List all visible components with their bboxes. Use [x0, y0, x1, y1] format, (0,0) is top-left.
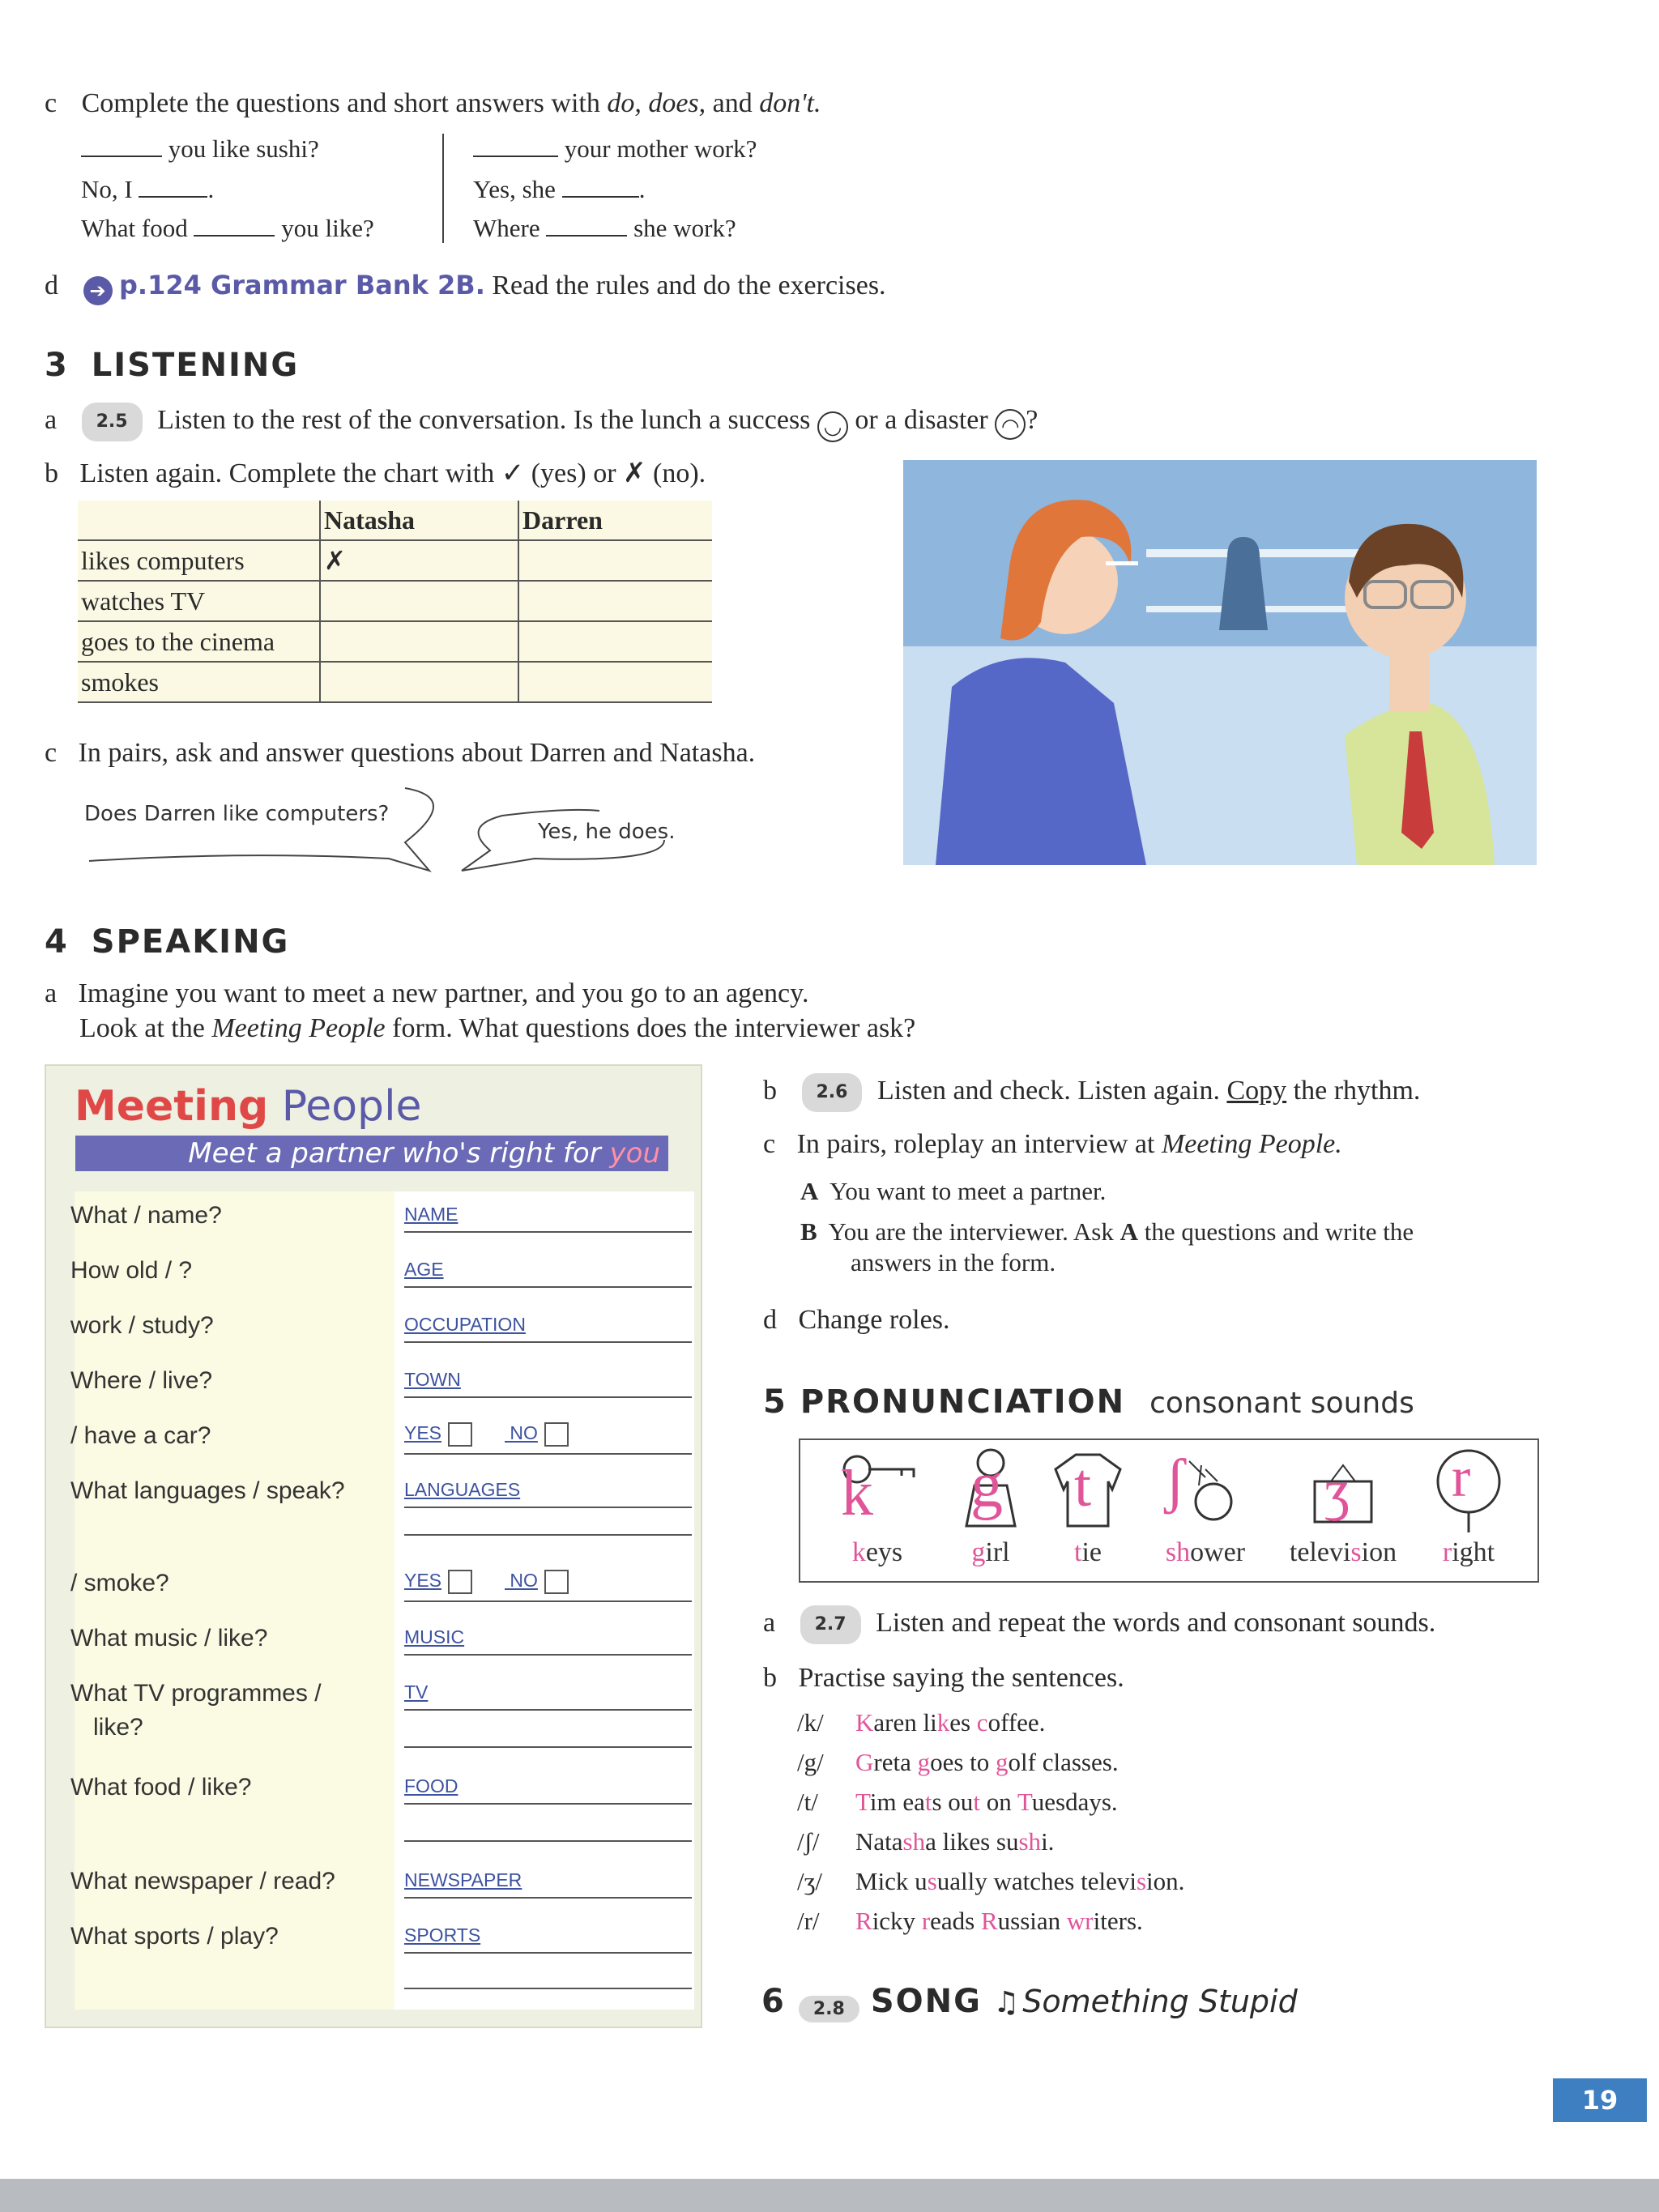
pronunciation-b-line: b Practise saying the sentences.	[763, 1663, 1124, 1693]
sentence-text: a likes su	[925, 1827, 1019, 1856]
exercise-letter: b	[763, 1663, 777, 1693]
answer-blank[interactable]	[81, 156, 162, 157]
girl-icon: g	[954, 1445, 1027, 1534]
section-heading-speaking: 4 SPEAKING	[45, 923, 290, 961]
form-extra-line[interactable]	[404, 1746, 692, 1748]
chart-row: smokes	[78, 662, 712, 702]
form-subtitle-banner: Meet a partner who's right for you	[75, 1136, 668, 1171]
grammar-c-instruction: c Complete the questions and short answers with do, does, and don't.	[45, 88, 821, 118]
exercise-letter: a	[45, 404, 58, 435]
answer-blank[interactable]	[562, 196, 639, 198]
highlighted-sound: t	[924, 1788, 932, 1816]
ipa-symbol: /ʃ/	[797, 1827, 820, 1856]
sentence-text: s ou	[932, 1788, 974, 1816]
sentence-text: Mick u	[855, 1867, 928, 1895]
form-field-sports[interactable]: SPORTS	[404, 1924, 692, 1954]
exercise-letter: b	[763, 1075, 777, 1106]
highlighted-sound: s	[1136, 1867, 1147, 1895]
exercise-letter: d	[45, 271, 58, 300]
form-field-age[interactable]: AGE	[404, 1259, 692, 1288]
form-field-music[interactable]: MUSIC	[404, 1626, 692, 1656]
highlighted-sound: sh	[1018, 1827, 1042, 1856]
sentence-text: iters.	[1093, 1907, 1143, 1935]
highlighted-sound: R	[855, 1907, 872, 1935]
highlighted-sound: g	[996, 1748, 1009, 1776]
practice-sentence	[797, 1866, 1526, 1906]
sentence-text: oes to	[930, 1748, 996, 1776]
form-field-languages[interactable]: LANGUAGES	[404, 1479, 692, 1508]
form-field-occupation[interactable]: OCCUPATION	[404, 1314, 692, 1343]
practice-sentence	[797, 1826, 1526, 1866]
highlighted-sound: T	[1017, 1788, 1032, 1816]
form-field-newspaper[interactable]: NEWSPAPER	[404, 1869, 692, 1899]
listening-b-line: b Listen again. Complete the chart with ✓ (yes) or ✗ (no).	[45, 458, 706, 488]
section-heading-pronunciation: 5 PRONUNCIATION consonant sounds	[763, 1383, 1414, 1421]
chart-cell-natasha[interactable]	[320, 662, 518, 702]
form-title: Meeting People	[75, 1082, 422, 1131]
sentence-text: uesdays.	[1031, 1788, 1118, 1816]
yes-checkbox[interactable]	[448, 1570, 472, 1594]
form-question: What food / like?	[70, 1774, 252, 1801]
form-field-food[interactable]: FOOD	[404, 1775, 692, 1805]
highlighted-sound: G	[855, 1748, 874, 1776]
ipa-symbol: /r/	[797, 1907, 820, 1935]
speaking-c-role-a: A You want to meet a partner.	[800, 1177, 1107, 1205]
form-question: How old / ?	[70, 1257, 193, 1284]
highlighted-sound: K	[855, 1708, 874, 1737]
chart-row: goes to the cinema	[78, 621, 712, 662]
highlighted-sound: s	[927, 1867, 937, 1895]
scan-edge	[0, 2179, 1659, 2212]
listening-chart	[78, 501, 712, 703]
form-question: What languages / speak?	[70, 1477, 345, 1504]
highlighted-sound: T	[855, 1788, 870, 1816]
chart-cell-natasha[interactable]	[320, 621, 518, 662]
exercise-letter: a	[45, 978, 58, 1008]
chart-cell-darren[interactable]	[518, 581, 712, 621]
form-question: What sports / play?	[70, 1923, 279, 1950]
chart-cell-natasha[interactable]: ✗	[320, 540, 518, 581]
audio-track-badge[interactable]: 2.8	[799, 1996, 859, 2022]
audio-track-badge[interactable]: 2.7	[800, 1605, 861, 1644]
speaking-d-line: d Change roles.	[763, 1305, 950, 1335]
chart-row: watches TV	[78, 581, 712, 621]
speaking-c-role-b: B You are the interviewer. Ask A the questions and write the	[800, 1217, 1414, 1246]
form-question: work / study?	[70, 1312, 214, 1339]
grammar-left-line-1: you like sushi?	[81, 134, 319, 164]
music-note-icon: ♫	[992, 1986, 1020, 2019]
exercise-letter: a	[763, 1607, 776, 1638]
sound-word-girl: girl	[971, 1537, 1010, 1567]
form-field-car: YES NO	[404, 1422, 692, 1455]
highlighted-sound: R	[980, 1907, 998, 1935]
sentence-text: ually watches televi	[936, 1867, 1137, 1895]
practice-sentence	[797, 1906, 1526, 1946]
form-field-name[interactable]: NAME	[404, 1204, 692, 1233]
speech-bubble-answer: Yes, he does.	[538, 820, 676, 844]
practice-sentences	[797, 1707, 1526, 1946]
answer-blank[interactable]	[139, 196, 207, 198]
sound-word-keys: keys	[851, 1537, 903, 1567]
sentence-text: eads	[930, 1907, 981, 1935]
page-number: 19	[1553, 2078, 1647, 2122]
sentence-text: on	[979, 1788, 1017, 1816]
speaking-c-role-b-cont: answers in the form.	[851, 1248, 1056, 1276]
speaking-c-line: c In pairs, roleplay an interview at Meeting People.	[763, 1129, 1342, 1159]
listening-a-line: a 2.5 Listen to the rest of the conversation. Is the lunch a success ◡ or a disaster ◠ ?	[45, 403, 1038, 442]
form-question: / have a car?	[70, 1422, 211, 1449]
grammar-right-line-1: your mother work?	[473, 134, 757, 164]
keys-icon: k	[833, 1445, 922, 1534]
form-extra-line[interactable]	[404, 1840, 692, 1842]
form-question: What TV programmes /	[70, 1680, 322, 1707]
chart-cell-darren[interactable]	[518, 621, 712, 662]
practice-sentence	[797, 1747, 1526, 1787]
section-heading-listening: 3 LISTENING	[45, 347, 300, 384]
shirt-tie-icon: t	[1043, 1445, 1132, 1534]
grammar-left-line-3: What food you like?	[81, 214, 374, 242]
sentence-text: aren li	[873, 1708, 937, 1737]
speaking-a-line-1: a Imagine you want to meet a new partner, and you go to an agency.	[45, 978, 809, 1008]
yes-checkbox[interactable]	[448, 1422, 472, 1447]
highlighted-sound: k	[936, 1708, 950, 1737]
arrow-circle-icon: ➔	[83, 276, 113, 305]
ipa-symbol: /k/	[797, 1708, 824, 1737]
sound-word-tie: tie	[1074, 1537, 1102, 1567]
sentence-text: icky	[872, 1907, 922, 1935]
sentence-text: Nata	[855, 1827, 903, 1856]
exercise-letter: c	[45, 88, 58, 118]
practice-sentence	[797, 1787, 1526, 1826]
highlighted-sound: c	[976, 1708, 988, 1737]
smiley-face-icon: ◡	[817, 411, 848, 442]
sound-pictures-box	[799, 1438, 1539, 1583]
answer-blank[interactable]	[194, 235, 275, 237]
form-question-cont: like?	[93, 1714, 143, 1741]
television-icon: ʒ	[1299, 1445, 1388, 1534]
sad-face-icon: ◠	[995, 409, 1026, 440]
sentence-text: olf classes.	[1008, 1748, 1119, 1776]
chart-cell-natasha[interactable]	[320, 581, 518, 621]
ipa-symbol: /g/	[797, 1748, 824, 1776]
section-heading-song: 6 2.8 SONG ♫ Something Stupid	[761, 1983, 1298, 2022]
speaking-a-line-2: Look at the Meeting People form. What questions does the interviewer ask?	[79, 1013, 916, 1043]
form-question: / smoke?	[70, 1570, 169, 1596]
shower-icon: ʃ	[1157, 1445, 1246, 1534]
audio-track-badge[interactable]: 2.6	[802, 1073, 863, 1112]
column-divider	[442, 134, 444, 243]
sentence-text: i.	[1041, 1827, 1055, 1856]
ipa-symbol: /ʒ/	[797, 1867, 822, 1895]
grammar-right-line-2: Yes, she .	[473, 175, 646, 203]
chart-cell-darren[interactable]	[518, 540, 712, 581]
highlighted-sound: r	[921, 1907, 931, 1935]
right-arrow-sign-icon: r	[1424, 1445, 1513, 1534]
grammar-right-line-3: Where she work?	[473, 214, 736, 242]
answer-blank[interactable]	[546, 235, 627, 237]
grammar-left-line-2: No, I .	[81, 175, 215, 203]
form-question: What / name?	[70, 1202, 222, 1229]
sentence-text: reta	[873, 1748, 918, 1776]
form-question: What newspaper / read?	[70, 1868, 335, 1894]
highlighted-sound: sh	[902, 1827, 926, 1856]
ipa-symbol: /t/	[797, 1788, 818, 1816]
chart-header-row: Natasha Darren	[78, 501, 712, 540]
sound-word-television: television	[1289, 1537, 1397, 1567]
exercise-letter: b	[45, 458, 58, 488]
sentence-text: es	[949, 1708, 977, 1737]
form-extra-line[interactable]	[404, 1988, 692, 1989]
form-question: What music / like?	[70, 1625, 268, 1652]
exercise-letter: c	[45, 738, 58, 768]
grammar-d-line: d ➔ p.124 Grammar Bank 2B. Read the rules and do the exercises.	[45, 269, 886, 305]
audio-track-badge[interactable]: 2.5	[82, 403, 143, 441]
answer-blank[interactable]	[473, 156, 558, 157]
exercise-letter: d	[763, 1305, 777, 1335]
form-field-smoke: YES NO	[404, 1570, 692, 1602]
sentence-text: offee.	[987, 1708, 1046, 1737]
highlighted-sound: g	[917, 1748, 931, 1776]
form-field-town[interactable]: TOWN	[404, 1369, 692, 1398]
form-field-tv[interactable]: TV	[404, 1681, 692, 1711]
sound-word-right: right	[1442, 1537, 1495, 1567]
practice-sentence	[797, 1707, 1526, 1747]
highlighted-sound: wr	[1066, 1907, 1094, 1935]
form-extra-line[interactable]	[404, 1534, 692, 1536]
highlighted-sound: t	[973, 1788, 980, 1816]
sentence-text: ussian	[997, 1907, 1067, 1935]
pronunciation-a-line: a 2.7 Listen and repeat the words and consonant sounds.	[763, 1605, 1435, 1644]
speaking-b-line: b 2.6 Listen and check. Listen again. Copy the rhythm.	[763, 1073, 1420, 1112]
listening-c-line: c In pairs, ask and answer questions about Darren and Natasha.	[45, 738, 756, 768]
sentence-text: im ea	[869, 1788, 925, 1816]
meeting-people-form	[45, 1064, 702, 2028]
form-question: Where / live?	[70, 1367, 213, 1394]
lunch-date-illustration	[903, 460, 1537, 865]
no-checkbox[interactable]	[544, 1570, 569, 1594]
chart-row: likes computers ✗	[78, 540, 712, 581]
chart-cell-darren[interactable]	[518, 662, 712, 702]
speech-bubble-question: Does Darren like computers?	[84, 802, 390, 826]
no-checkbox[interactable]	[544, 1422, 569, 1447]
sound-word-shower: shower	[1165, 1537, 1246, 1567]
grammar-bank-link[interactable]: p.124 Grammar Bank 2B.	[119, 270, 485, 300]
sentence-text: ion.	[1146, 1867, 1185, 1895]
exercise-letter: c	[763, 1129, 776, 1159]
